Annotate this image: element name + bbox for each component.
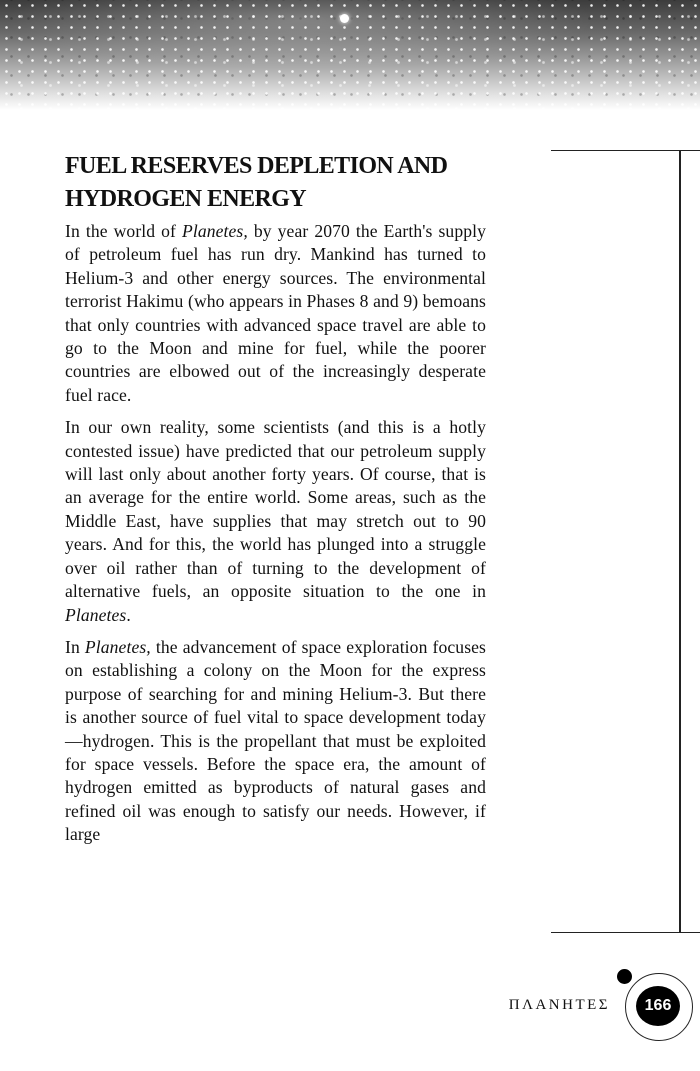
italic-title: Planetes, bbox=[84, 636, 151, 657]
sidebar-divider bbox=[679, 151, 681, 932]
text-run: In bbox=[65, 636, 85, 657]
page-number: 166 bbox=[636, 986, 680, 1026]
italic-title: Planetes bbox=[65, 604, 127, 625]
paragraph-1 bbox=[65, 220, 486, 407]
article-body bbox=[65, 150, 486, 856]
text-run: . bbox=[126, 604, 131, 625]
starfield-header-image bbox=[0, 0, 700, 110]
heading-line-2: HYDROGEN ENERGY bbox=[65, 186, 307, 212]
running-footer-title: ΠΛΑΝΗΤΕΣ bbox=[508, 997, 610, 1013]
italic-title: Planetes, bbox=[182, 221, 248, 241]
text-run: In our own reality, some scientists (and this is a hotly contested issue) have predicted that our petroleum supply will last only about another forty years. Of course, that is an average for the entire world. Some areas, such as the Middle East, have supplies that may stretch out to 90 years. And for this, the world has plunged into a struggle over oil rather than of turning to the development of alternative fuels, an opposite situation to the one in bbox=[65, 417, 486, 602]
article-heading bbox=[65, 150, 486, 216]
text-run: In the world of bbox=[65, 221, 182, 241]
text-run: by year 2070 the Earth's supply of petroleum fuel has run dry. Mankind has turned to Helium-3 and other energy sources. The environmental terrorist Hakimu (who appears in Phases 8 and 9) bemoans that only countries with advanced space travel are able to go to the Moon and mine for fuel, while the poorer countries are elbowed out of the increasingly desperate fuel race. bbox=[65, 221, 486, 405]
planet-icon bbox=[617, 969, 632, 984]
sidebar-frame bbox=[551, 150, 700, 933]
paragraph-3 bbox=[65, 636, 486, 847]
heading-line-1: FUEL RESERVES DEPLETION AND bbox=[65, 153, 448, 179]
paragraph-2 bbox=[65, 416, 486, 627]
bright-star bbox=[340, 14, 349, 23]
text-run: the advancement of space exploration focuses on establishing a colony on the Moon for the express purpose of searching for and mining Helium-3. But there is another source of fuel vital to space development today—hydrogen. This is the propellant that must be exploited for space vessels. Before the space era, the amount of hydrogen emitted as byproducts of natural gases and refined oil was enough to satisfy our needs. However, if large bbox=[65, 636, 486, 845]
